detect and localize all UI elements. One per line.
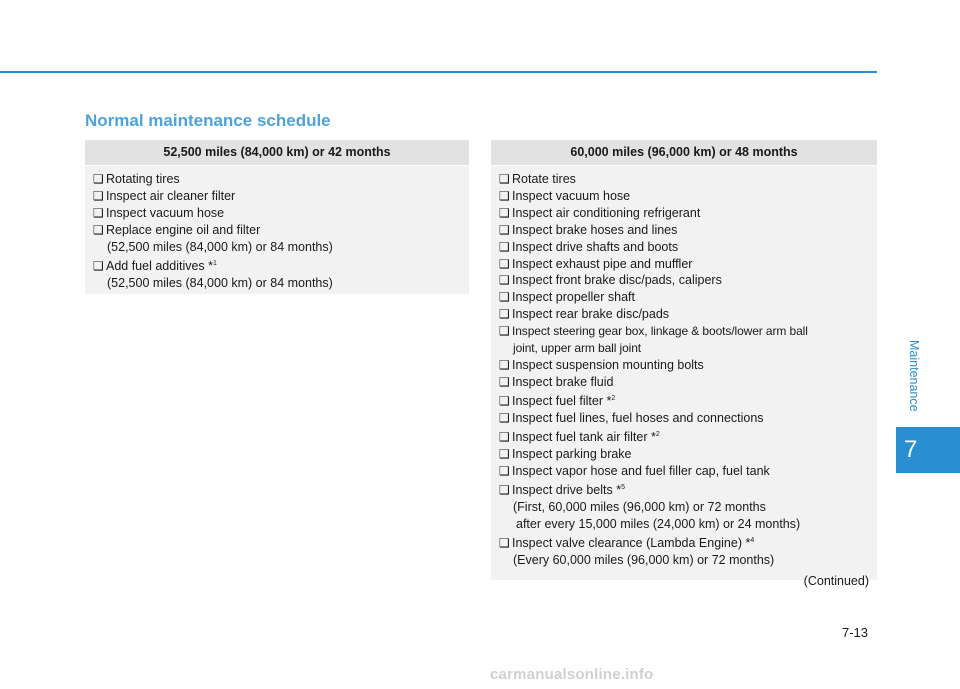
checkbox-icon: ❑ bbox=[93, 222, 104, 237]
footnote-marker: 2 bbox=[611, 394, 616, 402]
checkbox-icon: ❑ bbox=[499, 410, 510, 425]
checklist-item: ❑ Inspect brake hoses and lines bbox=[499, 222, 678, 237]
checkbox-icon: ❑ bbox=[499, 357, 510, 372]
checklist-item: ❑ Inspect vacuum hose bbox=[93, 205, 225, 220]
checklist-item: ❑ Inspect vacuum hose bbox=[499, 188, 631, 203]
checklist-item: ❑ Replace engine oil and filter bbox=[93, 222, 261, 237]
checklist-item: ❑ Inspect rear brake disc/pads bbox=[499, 307, 670, 322]
footnote-marker: 1 bbox=[213, 259, 217, 267]
checkbox-icon: ❑ bbox=[93, 258, 104, 273]
checkbox-icon: ❑ bbox=[499, 188, 510, 203]
panel-header: 52,500 miles (84,000 km) or 42 months bbox=[85, 140, 469, 166]
checklist-item: ❑ Inspect brake fluid bbox=[499, 374, 614, 389]
checkbox-icon: ❑ bbox=[499, 222, 510, 237]
checklist-item: ❑ Inspect parking brake bbox=[499, 446, 632, 461]
checkbox-icon: ❑ bbox=[499, 256, 510, 271]
checklist-item: ❑ Inspect air cleaner filter bbox=[93, 188, 236, 203]
checklist-item: ❑ Inspect drive shafts and boots bbox=[499, 239, 679, 254]
chapter-label: Maintenance bbox=[907, 340, 921, 412]
checkbox-icon: ❑ bbox=[499, 307, 510, 322]
checklist-item: ❑ Inspect drive belts *$^5$ bbox=[499, 482, 625, 497]
checklist-item: ❑ Inspect steering gear box, linkage & boots/lower arm ball bbox=[499, 324, 808, 339]
checkbox-icon: ❑ bbox=[499, 482, 510, 497]
checklist-item: ❑ Rotate tires bbox=[499, 172, 576, 186]
section-title: Normal maintenance schedule bbox=[85, 111, 331, 130]
checklist-item-detail: (52,500 miles (84,000 km) or 84 months) bbox=[107, 239, 333, 254]
checkbox-icon: ❑ bbox=[499, 273, 510, 288]
checkbox-icon: ❑ bbox=[499, 446, 510, 461]
checkbox-icon: ❑ bbox=[93, 205, 104, 220]
panel-body bbox=[85, 166, 469, 292]
checklist-item: ❑ Inspect exhaust pipe and muffler bbox=[499, 256, 693, 271]
checklist-item: ❑ Inspect fuel tank air filter *$^2$ bbox=[499, 429, 660, 444]
checklist-item: ❑ Inspect air conditioning refrigerant bbox=[499, 205, 701, 220]
checklist-item-detail: joint, upper arm ball joint bbox=[513, 341, 642, 356]
schedule-panel-60000 bbox=[491, 140, 877, 589]
checkbox-icon: ❑ bbox=[93, 188, 104, 203]
checkbox-icon: ❑ bbox=[499, 374, 510, 389]
checklist-item: ❑ Inspect fuel filter *$^2$ bbox=[499, 393, 616, 408]
footnote-marker: 4 bbox=[750, 536, 755, 544]
checklist-item-detail: after every 15,000 miles (24,000 km) or 24 months) bbox=[516, 516, 801, 531]
checkbox-icon: ❑ bbox=[499, 290, 510, 305]
checklist-item: ❑ Inspect vapor hose and fuel filler cap, fuel tank bbox=[499, 463, 770, 478]
checkbox-icon: ❑ bbox=[499, 393, 510, 408]
checklist-item: ❑ Add fuel additives *$^1$ bbox=[93, 258, 217, 273]
panel-header: 60,000 miles (96,000 km) or 48 months bbox=[491, 140, 877, 166]
checkbox-icon: ❑ bbox=[499, 429, 510, 444]
checklist-item: ❑ Rotating tires bbox=[93, 172, 180, 186]
checklist-item: ❑ Inspect propeller shaft bbox=[499, 290, 635, 305]
checkbox-icon: ❑ bbox=[93, 172, 104, 186]
continued-label: (Continued) bbox=[803, 574, 869, 589]
checklist-item: ❑ Inspect valve clearance (Lambda Engine) *$^4$ bbox=[499, 535, 755, 550]
watermark: carmanualsonline.info bbox=[490, 666, 654, 683]
panel-body bbox=[491, 166, 877, 588]
footnote-marker: 5 bbox=[621, 483, 625, 491]
checkbox-icon: ❑ bbox=[499, 205, 510, 220]
checklist-item: ❑ Inspect front brake disc/pads, calipers bbox=[499, 273, 722, 288]
page-number: 7-13 bbox=[842, 625, 869, 640]
checkbox-icon: ❑ bbox=[499, 239, 510, 254]
checklist-item: ❑ Inspect fuel lines, fuel hoses and connections bbox=[499, 410, 764, 425]
checkbox-icon: ❑ bbox=[499, 324, 510, 339]
schedule-panel-52500 bbox=[85, 140, 469, 294]
checklist-item: ❑ Inspect suspension mounting bolts bbox=[499, 357, 704, 372]
checkbox-icon: ❑ bbox=[499, 172, 510, 186]
top-divider bbox=[0, 71, 877, 73]
footnote-marker: 2 bbox=[655, 430, 660, 438]
chapter-number-tab: 7 bbox=[896, 427, 960, 473]
checklist-item-detail: (52,500 miles (84,000 km) or 84 months) bbox=[107, 275, 333, 290]
checkbox-icon: ❑ bbox=[499, 463, 510, 478]
checklist-item-detail: (First, 60,000 miles (96,000 km) or 72 months bbox=[513, 499, 766, 514]
checkbox-icon: ❑ bbox=[499, 535, 510, 550]
checklist-item-detail: (Every 60,000 miles (96,000 km) or 72 months) bbox=[513, 552, 775, 567]
